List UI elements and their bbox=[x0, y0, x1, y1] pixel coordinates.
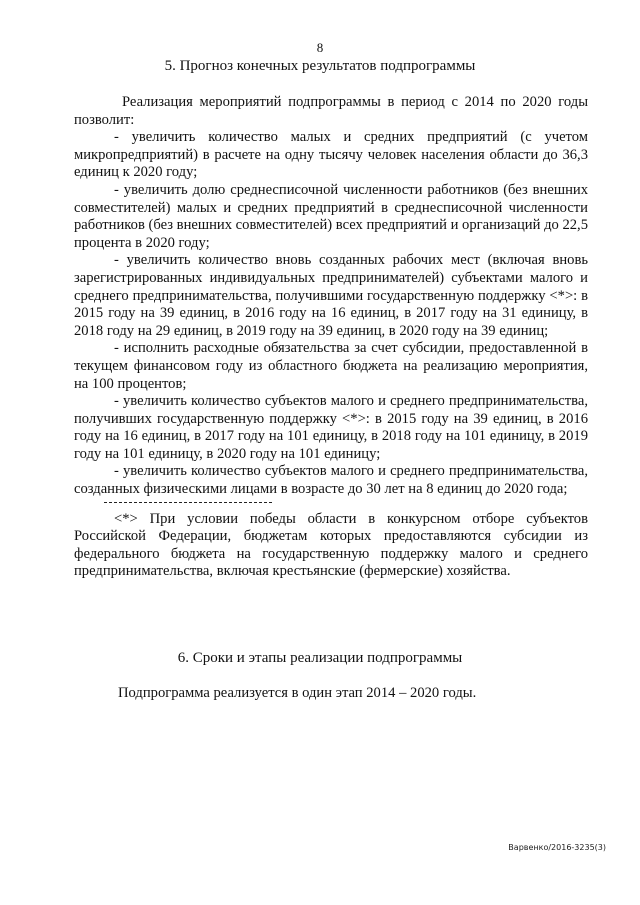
section-6-text: Подпрограмма реализуется в один этап 2014 – 2020 годы. bbox=[118, 685, 477, 701]
result-item: - исполнить расходные обязательства за счет субсидии, предоставленной в текущем финансовом году из областного бюджета на реализацию мероприятия, на 100 процентов; bbox=[74, 340, 588, 392]
footnote-separator bbox=[104, 502, 272, 503]
result-item: - увеличить количество вновь созданных рабочих мест (включая вновь зарегистрированных индивидуальных предпринимателей) субъектами малого и среднего предпринимательства, получившими государственную поддержку <*>: в 2015 году на 39 единиц, в 2016 году на 16 единиц, в 2017 году на 31 единицу, в 2018 году на 29 единиц, в 2019 году на 39 единиц, в 2020 году на 39 единиц; bbox=[74, 252, 588, 339]
document-stamp: Варвенко/2016-3235(3) bbox=[508, 843, 606, 852]
result-item: - увеличить количество субъектов малого и среднего предпринимательства, получивших государственную поддержку <*>: в 2015 году на 39 единиц, в 2016 году на 16 единиц, в 2017 году на 101 единицу, в 2018 году на 101 единицу, в 2019 году на 101 единицу, в 2020 году на 101 единицу; bbox=[74, 393, 588, 462]
section-5-intro: Реализация мероприятий подпрограммы в период с 2014 по 2020 годы позволит: bbox=[74, 94, 588, 128]
page-number: 8 bbox=[316, 40, 324, 55]
section-5-body bbox=[74, 94, 588, 581]
section-6-title: 6. Сроки и этапы реализации подпрограммы bbox=[177, 650, 463, 666]
section-5-title: 5. Прогноз конечных результатов подпрограммы bbox=[164, 58, 476, 74]
footnote: <*> При условии победы области в конкурсном отборе субъектов Российской Федерации, бюджетам которых предоставляются субсидии из федерального бюджета на государственную поддержку малого и среднего предпринимательства, включая крестьянские (фермерские) хозяйства. bbox=[74, 510, 588, 580]
result-item: - увеличить количество субъектов малого и среднего предпринимательства, созданных физическими лицами в возрасте до 30 лет на 8 единиц до 2020 года; bbox=[74, 463, 588, 498]
result-item: - увеличить количество малых и средних предприятий (с учетом микропредприятий) в расчете на одну тысячу человек населения области до 36,3 единиц к 2020 году; bbox=[74, 129, 588, 181]
result-item: - увеличить долю среднесписочной численности работников (без внешних совместителей) малых и средних предприятий в среднесписочной численности работников (без внешних совместителей) всех предприятий и организаций до 22,5 процента в 2020 году; bbox=[74, 181, 588, 251]
